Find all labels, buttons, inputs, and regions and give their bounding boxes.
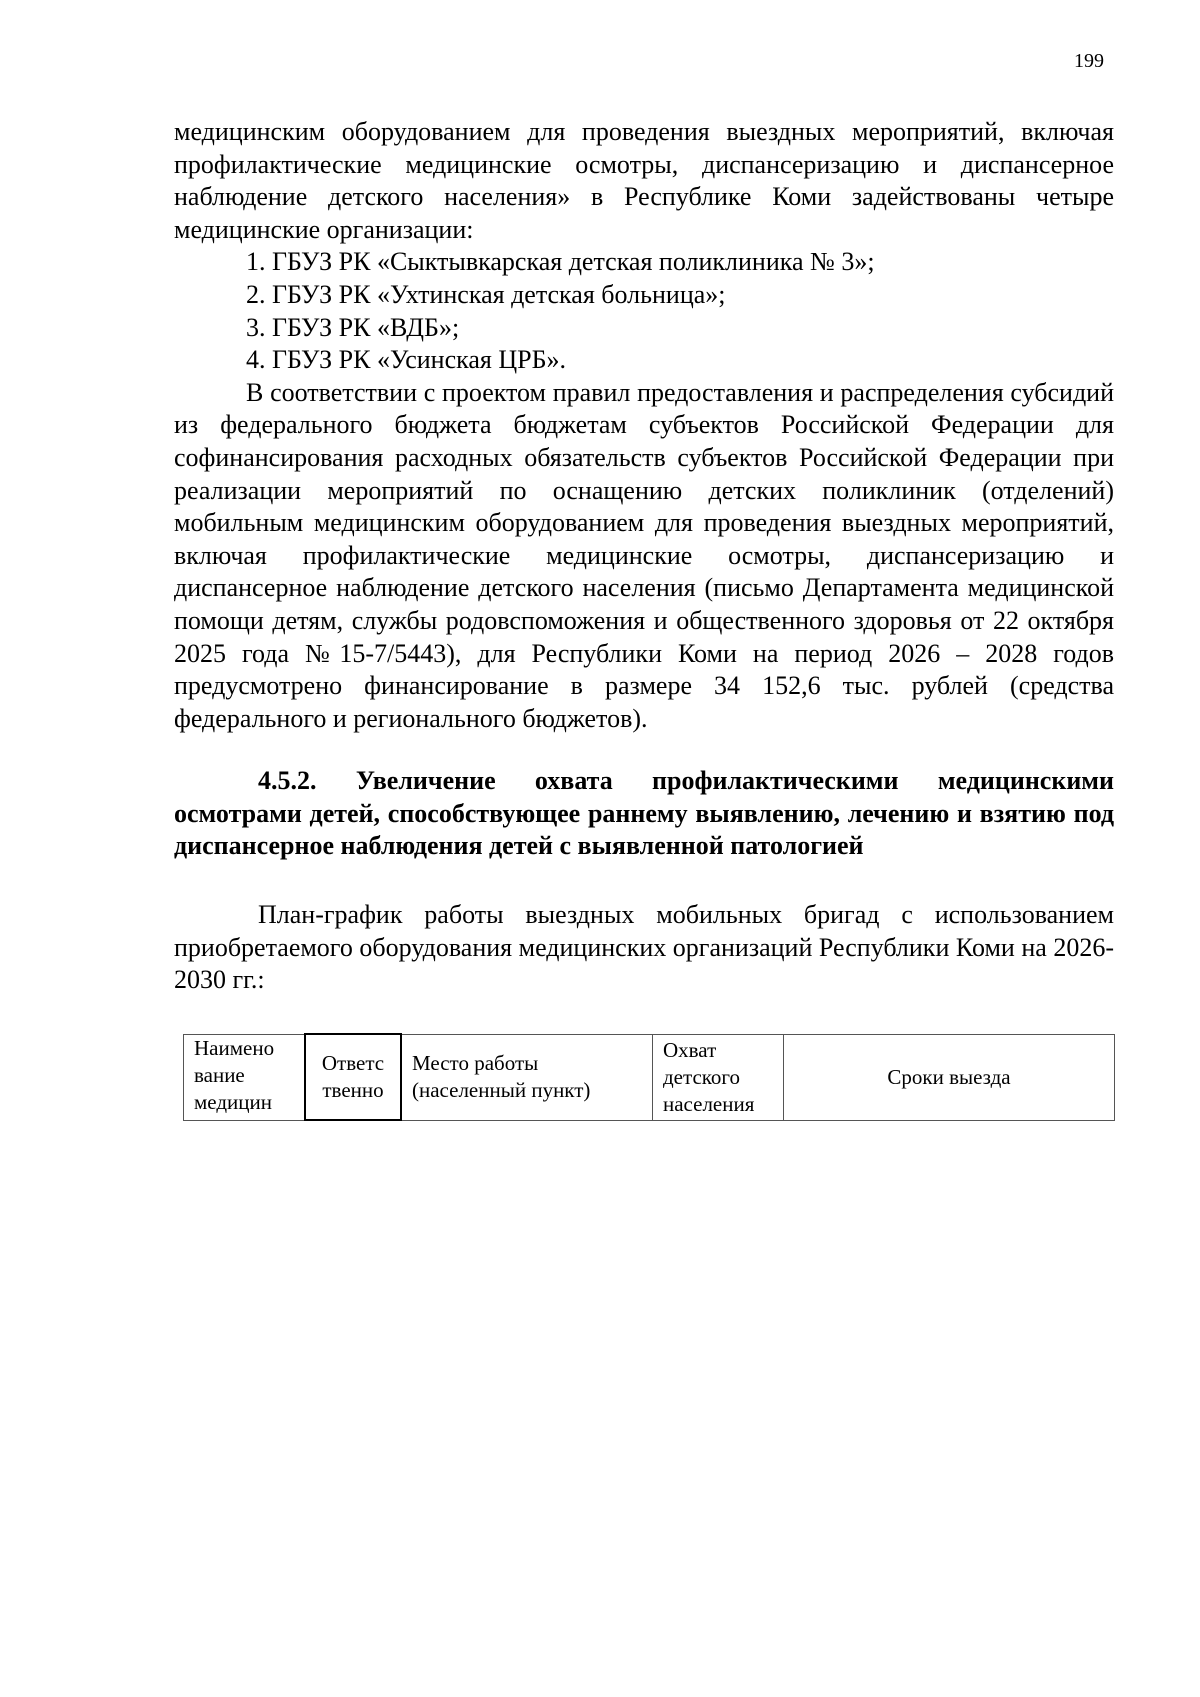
- column-header-responsible: Ответс твенно: [305, 1034, 401, 1120]
- organization-item-3: 3. ГБУЗ РК «ВДБ»;: [246, 312, 460, 342]
- page-number: 199: [1074, 50, 1104, 72]
- column-header-schedule: Сроки выезда: [784, 1034, 1115, 1120]
- plan-intro-paragraph: План-график работы выездных мобильных бригад с использованием приобретаемого оборудования медицинских организаций Республики Коми на 2026-2030 гг.:: [174, 900, 1114, 995]
- document-body: [174, 116, 1114, 997]
- organization-item-4: 4. ГБУЗ РК «Усинская ЦРБ».: [246, 345, 567, 375]
- funding-paragraph: В соответствии с проектом правил предоставления и распределения субсидий из федерального бюджета бюджетам субъектов Российской Федерации для софинансирования расходных обязательств субъектов Российской Федерации при реализации мероприятий по оснащению детских поликлиник (отделений) мобильным медицинским оборудованием для проведения выездных мероприятий, включая профилактические медицинские осмотры, диспансеризацию и диспансерное наблюдение детского населения (письмо Департамента медицинской помощи детям, службы родовспоможения и общественного здоровья от 22 октября 2025 года №15-7/5443), для Республики Коми на период 2026 – 2028 годов предусмотрено финансирование в размере 34 152,6 тыс. рублей (средства федерального и регионального бюджетов).: [174, 377, 1114, 733]
- table-header-row: [184, 1034, 1115, 1120]
- column-header-organization-label: Наимено вание медицин: [194, 1035, 275, 1114]
- organization-item-2: 2. ГБУЗ РК «Ухтинская детская больница»;: [246, 279, 726, 309]
- column-header-work-location: Место работы (населенный пункт): [401, 1034, 653, 1120]
- schedule-table: [183, 1033, 1115, 1121]
- column-header-organization: [184, 1034, 306, 1120]
- intro-paragraph: медицинским оборудованием для проведения выездных мероприятий, включая профилактические медицинские осмотры, диспансеризацию и диспансерное наблюдение детского населения» в Республике Коми задействованы четыре медицинские организации:: [174, 117, 1114, 244]
- column-header-coverage: Охват детского населения: [653, 1034, 784, 1120]
- organization-item-1: 1. ГБУЗ РК «Сыктывкарская детская поликлиника № 3»;: [246, 247, 875, 277]
- section-heading: 4.5.2. Увеличение охвата профилактическими медицинскими осмотрами детей, способствующее раннему выявлению, лечению и взятию под диспансерное наблюдения детей с выявленной патологией: [174, 766, 1114, 861]
